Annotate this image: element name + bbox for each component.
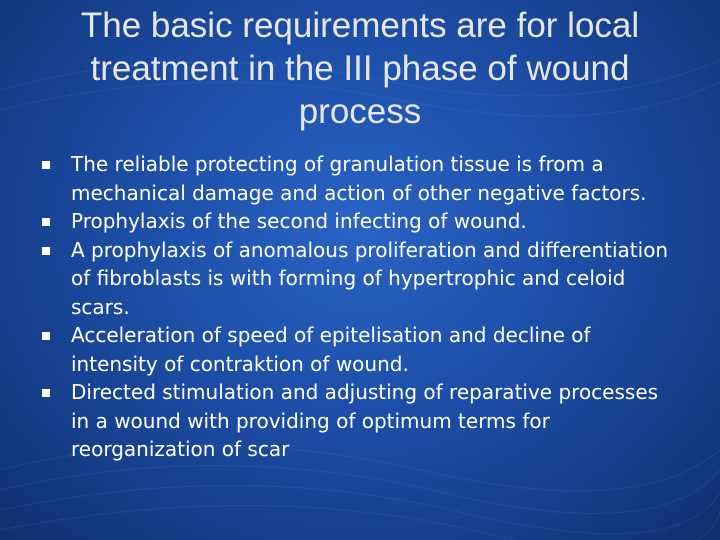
square-bullet-icon (42, 332, 50, 340)
list-item (40, 150, 680, 207)
list-item-text: The reliable protecting of granulation tissue is from a mechanical damage and action of other negative factors. (71, 152, 647, 205)
list-item (40, 207, 680, 236)
list-item (40, 321, 680, 378)
slide-title: The basic requirements are for local treatment in the III phase of wound process (80, 6, 640, 131)
square-bullet-icon (42, 161, 50, 169)
bullet-list (40, 150, 680, 464)
square-bullet-icon (42, 389, 50, 397)
square-bullet-icon (42, 218, 50, 226)
list-item-text: Acceleration of speed of epitelisation and decline of intensity of contraktion of wound. (71, 323, 591, 376)
list-item-text: A prophylaxis of anomalous proliferation and differentiation of fibroblasts is with forming of hypertrophic and celoid scars. (71, 237, 669, 319)
list-item-text: Directed stimulation and adjusting of reparative processes in a wound with providing of optimum terms for reorganization of scar (71, 380, 659, 461)
square-bullet-icon (42, 247, 50, 255)
list-item-text: Prophylaxis of the second infecting of wound. (71, 209, 527, 233)
list-item (40, 236, 680, 322)
list-item (40, 378, 680, 464)
